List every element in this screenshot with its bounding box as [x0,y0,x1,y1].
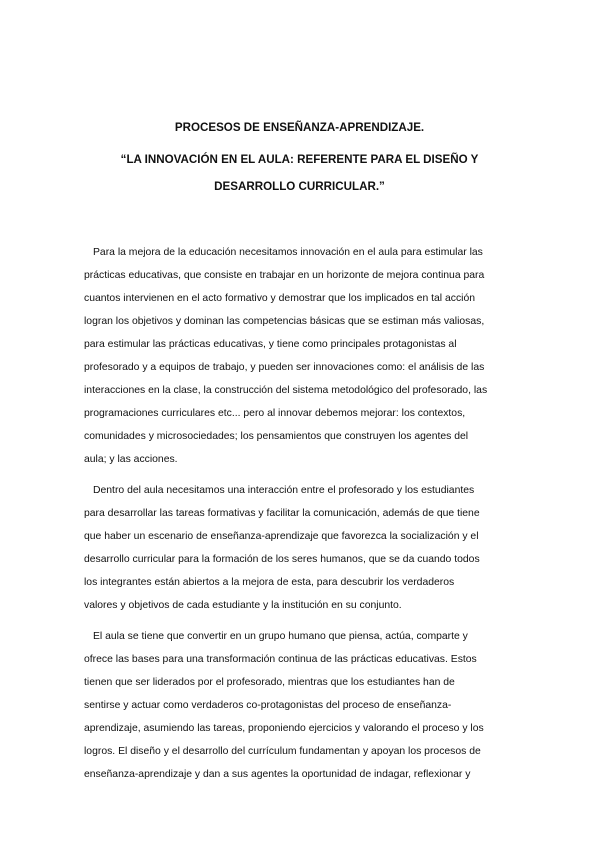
paragraph-1-line: programaciones curriculares etc... pero al innovar debemos mejorar: los contextos, [84,408,466,419]
paragraph-1-line: comunidades y microsociedades; los pensamientos que construyen los agentes del [84,431,469,442]
paragraph-2-line: los integrantes están abiertos a la mejora de esta, para descubrir los verdaderos [84,577,455,588]
paragraph-3-line: tienen que ser liderados por el profesorado, mientras que los estudiantes han de [84,677,455,688]
paragraph-1-line: profesorado y a equipos de trabajo, y pueden ser innovaciones como: el análisis de las [84,362,485,373]
paragraph-3-line: sentirse y actuar como verdaderos co-protagonistas del proceso de enseñanza- [84,700,452,711]
document-title: PROCESOS DE ENSEÑANZA-APRENDIZAJE. [174,121,425,134]
paragraph-1-line: Para la mejora de la educación necesitamos innovación en el aula para estimular las [93,247,483,258]
paragraph-2-line: valores y objetivos de cada estudiante y la institución en su conjunto. [84,600,402,611]
document-subtitle-line-2: DESARROLLO CURRICULAR.” [214,180,385,193]
paragraph-2-line: desarrollo curricular para la formación de los seres humanos, que se da cuando todos [84,554,480,565]
paragraph-2-line: Dentro del aula necesitamos una interacción entre el profesorado y los estudiantes [93,485,475,496]
paragraph-2-line: para desarrollar las tareas formativas y facilitar la comunicación, además de que tiene [84,508,480,519]
paragraph-2-line: que haber un escenario de enseñanza-aprendizaje que favorezca la socialización y el [84,531,479,542]
paragraph-3-line: ofrece las bases para una transformación continua de las prácticas educativas. Estos [84,654,477,665]
paragraph-1-line: interacciones en la clase, la construcción del sistema metodológico del profesorado, las [84,385,488,396]
paragraph-1-line: aula; y las acciones. [84,454,178,465]
paragraph-3-line: aprendizaje, asumiendo las tareas, proponiendo ejercicios y valorando el proceso y los [84,723,484,734]
document-subtitle-line-1: “LA INNOVACIÓN EN EL AULA: REFERENTE PARA EL DISEÑO Y [120,153,479,166]
paragraph-1-line: prácticas educativas, que consiste en trabajar en un horizonte de mejora continua para [84,270,485,281]
paragraph-1-line: para estimular las prácticas educativas, y tiene como principales protagonistas al [84,339,457,350]
paragraph-3-line: El aula se tiene que convertir en un grupo humano que piensa, actúa, comparte y [93,631,468,642]
paragraph-3-line: logros. El diseño y el desarrollo del currículum fundamentan y apoyan los procesos de [84,746,481,757]
paragraph-3-line: enseñanza-aprendizaje y dan a sus agentes la oportunidad de indagar, reflexionar y [84,769,471,780]
paragraph-1-line: logran los objetivos y dominan las competencias básicas que se estiman más valiosas, [84,316,485,327]
paragraph-1-line: cuantos intervienen en el acto formativo y demostrar que los implicados en tal acción [84,293,476,304]
